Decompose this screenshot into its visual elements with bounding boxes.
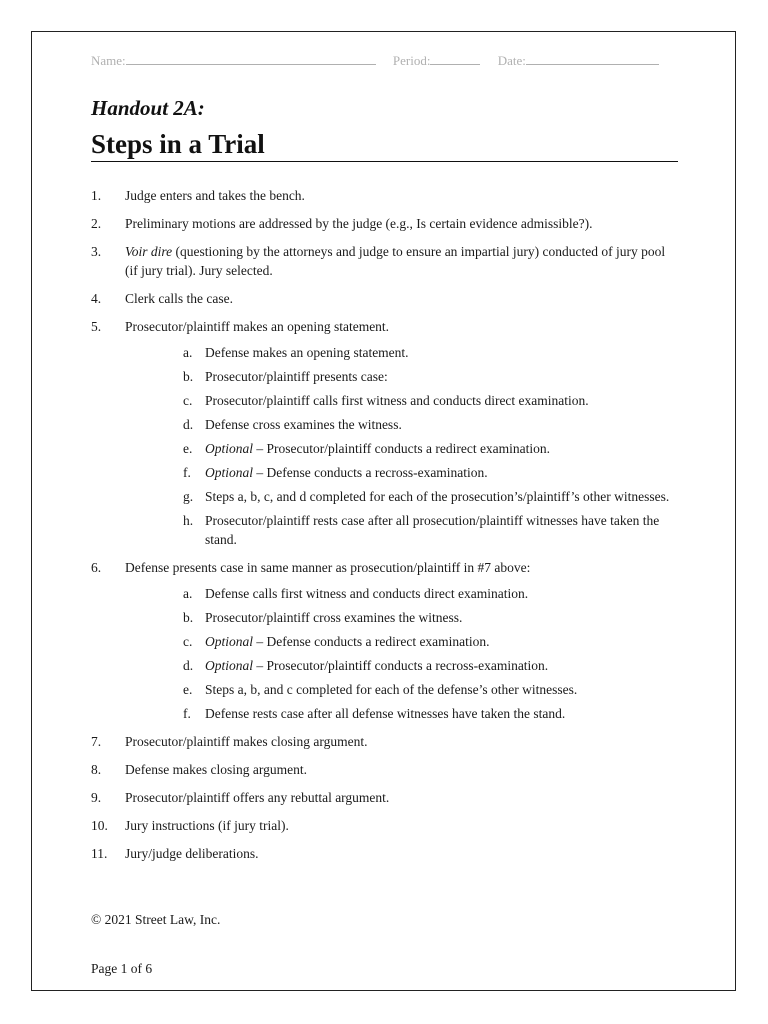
- substep-item: [125, 439, 681, 458]
- period-blank: [430, 54, 480, 65]
- step-text: Prosecutor/plaintiff makes closing argument.: [125, 734, 368, 749]
- substep-text: Prosecutor/plaintiff cross examines the witness.: [205, 610, 463, 625]
- substep-text: Defense makes an opening statement.: [205, 345, 409, 360]
- substep-item: [125, 487, 681, 506]
- step-text-wrap: [125, 216, 592, 231]
- step-number: 4.: [91, 291, 102, 306]
- substep-italic-term: Optional: [205, 658, 254, 673]
- step-text: Judge enters and takes the bench.: [125, 188, 305, 203]
- step-number: 2.: [91, 216, 102, 231]
- substep-letter: b.: [183, 610, 194, 625]
- step-text: Prosecutor/plaintiff offers any rebuttal argument.: [125, 790, 390, 805]
- substep-item: [125, 367, 681, 386]
- substep-text: Prosecutor/plaintiff rests case after all prosecution/plaintiff witnesses have taken the stand.: [205, 513, 660, 547]
- substep-text: – Defense conducts a redirect examination.: [253, 634, 490, 649]
- step-item: [91, 289, 681, 308]
- substep-text: Steps a, b, and c completed for each of the defense’s other witnesses.: [205, 682, 578, 697]
- page-number: Page 1 of 6: [91, 961, 153, 976]
- step-number: 6.: [91, 560, 102, 575]
- substep-italic-term: Optional: [205, 465, 254, 480]
- student-info-line: [91, 53, 681, 69]
- substep-letter: c.: [183, 634, 193, 649]
- step-item: [91, 242, 681, 280]
- step-number: 3.: [91, 244, 102, 259]
- substep-item: [125, 656, 681, 675]
- step-text-wrap: [125, 790, 389, 805]
- name-blank: [126, 54, 376, 65]
- step-text: Jury instructions (if jury trial).: [125, 818, 289, 833]
- substep-italic-term: Optional: [205, 441, 254, 456]
- substep-text: Prosecutor/plaintiff calls first witness and conducts direct examination.: [205, 393, 589, 408]
- substep-item: [125, 704, 681, 723]
- step-text-wrap: [125, 734, 367, 749]
- step-text-wrap: [125, 846, 258, 861]
- step-number: 8.: [91, 762, 102, 777]
- steps-list: [91, 186, 681, 872]
- substep-letter: e.: [183, 441, 193, 456]
- step-text: Preliminary motions are addressed by the judge (e.g., Is certain evidence admissible?).: [125, 216, 593, 231]
- substep-letter: a.: [183, 586, 193, 601]
- step-text-wrap: [125, 319, 389, 334]
- substep-text: Steps a, b, c, and d completed for each of the prosecution’s/plaintiff’s other witnesses.: [205, 489, 670, 504]
- substep-item: [125, 415, 681, 434]
- date-label: Date:: [497, 53, 526, 68]
- substep-letter: f.: [183, 465, 191, 480]
- substep-letter: c.: [183, 393, 193, 408]
- substep-item: [125, 584, 681, 603]
- document-page: [31, 31, 736, 991]
- substep-letter: f.: [183, 706, 191, 721]
- step-text-wrap: [125, 818, 289, 833]
- step-number: 10.: [91, 818, 108, 833]
- substep-text: Defense cross examines the witness.: [205, 417, 402, 432]
- substep-item: [125, 343, 681, 362]
- step-number: 1.: [91, 188, 102, 203]
- step-item: [91, 732, 681, 751]
- step-text-wrap: [125, 560, 530, 575]
- step-text: Clerk calls the case.: [125, 291, 233, 306]
- substep-item: [125, 463, 681, 482]
- step-item: [91, 844, 681, 863]
- substep-text: Defense rests case after all defense witnesses have taken the stand.: [205, 706, 566, 721]
- step-number: 11.: [91, 846, 108, 861]
- step-item: [91, 186, 681, 205]
- substep-letter: g.: [183, 489, 194, 504]
- step-text: Prosecutor/plaintiff makes an opening statement.: [125, 319, 390, 334]
- period-label: Period:: [392, 53, 431, 68]
- substep-letter: d.: [183, 417, 194, 432]
- substep-item: [125, 511, 681, 549]
- date-blank: [526, 54, 659, 65]
- step-italic-term: Voir dire: [125, 244, 173, 259]
- step-text-wrap: [125, 762, 307, 777]
- step-text: (questioning by the attorneys and judge to ensure an impartial jury) conducted of jury pool (if jury trial). Jury selected.: [125, 244, 666, 278]
- step-item: [91, 760, 681, 779]
- step-item: [91, 816, 681, 835]
- step-number: 9.: [91, 790, 102, 805]
- substep-letter: b.: [183, 369, 194, 384]
- step-text-wrap: [125, 244, 665, 278]
- step-text-wrap: [125, 188, 305, 203]
- substep-text: – Prosecutor/plaintiff conducts a recross-examination.: [253, 658, 549, 673]
- copyright-notice: © 2021 Street Law, Inc.: [91, 912, 221, 927]
- name-label: Name:: [91, 53, 126, 68]
- substep-letter: a.: [183, 345, 193, 360]
- substep-item: [125, 632, 681, 651]
- substep-item: [125, 391, 681, 410]
- step-text: Defense makes closing argument.: [125, 762, 307, 777]
- substep-text: – Prosecutor/plaintiff conducts a redirect examination.: [253, 441, 551, 456]
- page-title: Steps in a Trial: [91, 128, 678, 162]
- substep-list: [125, 584, 681, 723]
- substep-text: Defense calls first witness and conducts direct examination.: [205, 586, 529, 601]
- step-number: 5.: [91, 319, 102, 334]
- substep-text: – Defense conducts a recross-examination.: [253, 465, 488, 480]
- substep-list: [125, 343, 681, 549]
- substep-item: [125, 608, 681, 627]
- step-text: Defense presents case in same manner as prosecution/plaintiff in #7 above:: [125, 560, 531, 575]
- step-number: 7.: [91, 734, 102, 749]
- step-item: [91, 214, 681, 233]
- substep-letter: d.: [183, 658, 194, 673]
- step-text-wrap: [125, 291, 233, 306]
- substep-letter: e.: [183, 682, 193, 697]
- step-item: [91, 317, 681, 549]
- handout-subtitle: Handout 2A:: [91, 96, 205, 120]
- substep-text: Prosecutor/plaintiff presents case:: [205, 369, 388, 384]
- step-item: [91, 788, 681, 807]
- substep-item: [125, 680, 681, 699]
- substep-letter: h.: [183, 513, 194, 528]
- step-text: Jury/judge deliberations.: [125, 846, 259, 861]
- step-item: [91, 558, 681, 723]
- substep-italic-term: Optional: [205, 634, 254, 649]
